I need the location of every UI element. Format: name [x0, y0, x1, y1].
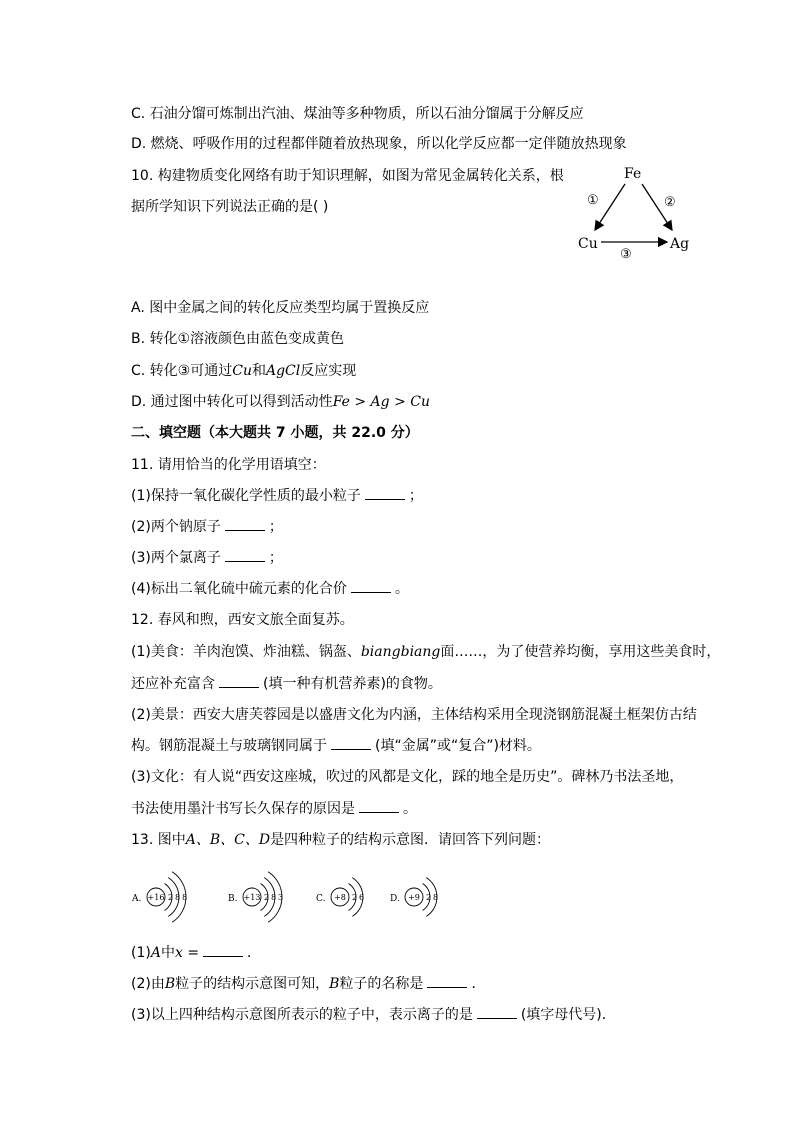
electron-count: 6 [359, 893, 365, 902]
q12-part3-line2: 书法使用墨汁书写长久保存的原因是 。 [131, 801, 417, 817]
nucleus-charge: +16 [147, 893, 165, 902]
answer-blank [203, 944, 243, 957]
electron-count: 2 [426, 893, 432, 902]
diagram-node-ag: Ag [670, 236, 690, 252]
atom-label: C. [316, 894, 326, 904]
diagram-node-fe: Fe [624, 166, 642, 182]
q13-stem: 13. 图中A、B、C、D是四种粒子的结构示意图．请回答下列问题： [131, 832, 551, 848]
q12-part3-line1: (3)文化：有人说“西安这座城，吹过的风都是文化，踩的地全是历史”。碑林乃书法圣地， [131, 769, 684, 785]
answer-blank [477, 1006, 517, 1019]
option-d-prev: D. 燃烧、呼吸作用的过程都伴随着放热现象，所以化学反应都一定伴随放热现象 [131, 136, 627, 152]
q12-part1-line1: (1)美食：羊肉泡馍、炸油糕、锅盔、biangbiang面……，为了使营养均衡，享用这些美食时， [131, 644, 721, 660]
nucleus-charge: +8 [334, 893, 346, 902]
diagram-label-2: ② [664, 195, 676, 210]
q12-part1-line2: 还应补充富含 (填一种有机营养素)的食物。 [131, 676, 442, 692]
electron-count: 8 [271, 893, 277, 902]
answer-blank [365, 487, 405, 500]
q13-part3: (3)以上四种结构示意图所表示的粒子中，表示离子的是 (填字母代号)． [131, 1007, 616, 1023]
atom-diagram-a [131, 872, 187, 923]
q12-stem: 12. 春风和煦，西安文旅全面复苏。 [131, 612, 354, 628]
q10-option-d: D. 通过图中转化可以得到活动性Fe > Ag > Cu [131, 394, 430, 410]
electron-count: 2 [168, 893, 174, 902]
atom-diagram-d [390, 878, 438, 917]
electron-count: 8 [433, 893, 439, 902]
q11-stem: 11. 请用恰当的化学用语填空： [131, 457, 326, 473]
electron-count: 2 [352, 893, 358, 902]
answer-blank [351, 580, 391, 593]
q13-part2: (2)由B粒子的结构示意图可知，B粒子的名称是 ． [131, 976, 486, 992]
nucleus-charge: +13 [243, 893, 261, 902]
diagram-arrow-1 [595, 184, 625, 230]
q12-part2-line1: (2)美景：西安大唐芙蓉园是以盛唐文化为内涵，主体结构采用全现浇钢筋混凝土框架仿古结 [131, 707, 697, 723]
atom-label: D. [390, 894, 400, 904]
section-heading: 二、填空题（本大题共 7 小题，共 22.0 分） [131, 425, 419, 441]
metal-conversion-diagram [570, 160, 710, 265]
atom-diagram-b [228, 872, 283, 923]
q10-stem-line1: 10. 构建物质变化网络有助于知识理解，如图为常见金属转化关系，根 [131, 168, 564, 184]
q11-part2: (2)两个钠原子 ； [131, 519, 283, 535]
q10-stem-line2: 据所学知识下列说法正确的是( ) [131, 199, 329, 215]
diagram-node-cu: Cu [578, 236, 598, 252]
q13-part1: (1)A中x = ． [131, 945, 262, 961]
diagram-label-1: ① [587, 193, 599, 208]
q11-part4: (4)标出二氧化硫中硫元素的化合价 。 [131, 581, 409, 597]
answer-blank [331, 737, 371, 750]
answer-blank [359, 800, 399, 813]
electron-count: 8 [175, 893, 181, 902]
q11-part3: (3)两个氯离子 ； [131, 550, 283, 566]
q10-option-a: A. 图中金属之间的转化反应类型均属于置换反应 [131, 300, 430, 316]
atom-structure-diagrams [130, 862, 460, 932]
option-c-prev: C. 石油分馏可炼制出汽油、煤油等多种物质，所以石油分馏属于分解反应 [131, 106, 584, 122]
answer-blank [225, 518, 265, 531]
q10-option-b: B. 转化①溶液颜色由蓝色变成黄色 [131, 331, 345, 347]
electron-count: 3 [278, 893, 284, 902]
electron-count: 2 [264, 893, 270, 902]
answer-blank [219, 675, 259, 688]
atom-label: A. [132, 894, 142, 904]
answer-blank [225, 549, 265, 562]
atom-label: B. [228, 894, 238, 904]
atom-diagram-c [316, 878, 364, 917]
q10-option-c: C. 转化③可通过Cu和AgCl反应实现 [131, 363, 357, 379]
nucleus-charge: +9 [408, 893, 420, 902]
q12-part2-line2: 构。钢筋混凝土与玻璃钢同属于 (填“金属”或“复合”)材料。 [131, 738, 541, 754]
answer-blank [427, 975, 467, 988]
q11-part1: (1)保持一氧化碳化学性质的最小粒子 ； [131, 488, 423, 504]
electron-count: 8 [182, 893, 188, 902]
diagram-label-3: ③ [620, 247, 632, 262]
